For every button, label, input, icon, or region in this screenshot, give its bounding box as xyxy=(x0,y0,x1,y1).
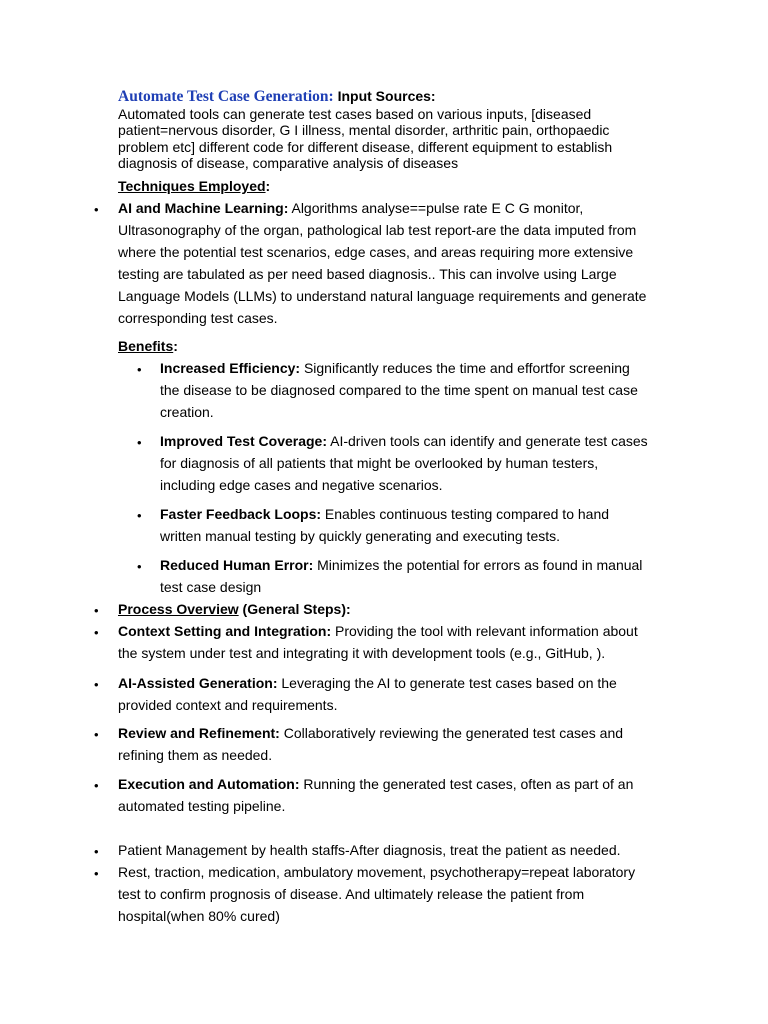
techniques-heading xyxy=(118,178,270,194)
item-text: Patient Management by health staffs-After diagnosis, treat the patient as needed. xyxy=(118,842,621,858)
list-item-process xyxy=(118,672,648,716)
item-label: Faster Feedback Loops: xyxy=(160,506,322,522)
intro-section xyxy=(118,88,638,172)
benefits-heading xyxy=(118,338,178,354)
bullet-icon: • xyxy=(137,362,142,377)
bullet-icon: • xyxy=(94,778,99,793)
item-label: AI and Machine Learning: xyxy=(118,200,289,216)
doc-title: Automate Test Case Generation: xyxy=(118,88,334,105)
item-label: Context Setting and Integration: xyxy=(118,623,332,639)
item-text: Algorithms analyse==pulse rate E C G monitor, Ultrasonography of the organ, pathological lab test report-are the data imputed from where the potential test scenarios, edge cases, and areas requiring more extensive testing are tabulated as per need based diagnosis.. This can involve using Large Language Models (LLMs) to understand natural language requirements and generate corresponding test cases. xyxy=(118,200,647,326)
item-label: Reduced Human Error: xyxy=(160,557,314,573)
bullet-icon: • xyxy=(94,727,99,742)
process-heading-rest: (General Steps): xyxy=(238,601,351,617)
list-item-benefit xyxy=(160,554,650,598)
input-sources-heading: Input Sources: xyxy=(337,88,436,104)
bullet-icon: • xyxy=(94,677,99,692)
list-item-benefit xyxy=(160,503,650,547)
bullet-icon: • xyxy=(94,603,99,618)
item-text: Providing the tool with relevant information about the system under test and integrating it with development tools (e.g., GitHub, ). xyxy=(118,623,638,661)
bullet-icon: • xyxy=(137,435,142,450)
item-text: AI-driven tools can identify and generate test cases for diagnosis of all patients that might be overlooked by human testers, including edge cases and negative scenarios. xyxy=(160,433,648,493)
process-heading-underlined: Process Overview xyxy=(118,601,239,617)
item-label: Review and Refinement: xyxy=(118,725,280,741)
item-text: Leveraging the AI to generate test cases based on the provided context and requirements. xyxy=(118,675,617,713)
techniques-heading-colon: : xyxy=(265,178,271,194)
bullet-icon: • xyxy=(94,866,99,881)
list-item-patient xyxy=(118,861,648,927)
list-item-process xyxy=(118,773,648,817)
list-item-ai-ml xyxy=(118,197,648,329)
item-label: Execution and Automation: xyxy=(118,776,300,792)
item-text: Running the generated test cases, often as part of an automated testing pipeline. xyxy=(118,776,634,814)
intro-paragraph: Automated tools can generate test cases based on various inputs, [diseased patient=nervous disorder, G I illness, mental disorder, arthritic pain, orthopaedic problem etc] different code for different disease, different equipment to establish diagnosis of disease, comparative analysis of diseases xyxy=(118,105,613,171)
item-text: Collaboratively reviewing the generated test cases and refining them as needed. xyxy=(118,725,624,763)
item-text: Rest, traction, medication, ambulatory movement, psychotherapy=repeat laboratory test to confirm prognosis of disease. And ultimately release the patient from hospital(when 80% cured) xyxy=(118,864,636,924)
bullet-icon: • xyxy=(137,508,142,523)
item-text: Significantly reduces the time and effortfor screening the disease to be diagnosed compared to the time spent on manual test case creation. xyxy=(160,360,638,420)
techniques-heading-text: Techniques Employed xyxy=(118,178,266,194)
bullet-icon: • xyxy=(137,559,142,574)
item-text: Minimizes the potential for errors as found in manual test case design xyxy=(160,557,643,595)
benefits-heading-text: Benefits xyxy=(118,338,174,354)
bullet-icon: • xyxy=(94,844,99,859)
list-item-patient xyxy=(118,839,648,861)
bullet-icon: • xyxy=(94,625,99,640)
list-item-process xyxy=(118,620,648,664)
item-label: Improved Test Coverage: xyxy=(160,433,328,449)
item-text: Enables continuous testing compared to hand written manual testing by quickly generating and executing tests. xyxy=(160,506,610,544)
benefits-heading-colon: : xyxy=(173,338,178,354)
list-item-benefit xyxy=(160,430,650,496)
list-item-process xyxy=(118,722,648,766)
item-label: Increased Efficiency: xyxy=(160,360,301,376)
item-label: AI-Assisted Generation: xyxy=(118,675,278,691)
list-item-benefit xyxy=(160,357,650,423)
bullet-icon: • xyxy=(94,202,99,217)
process-overview-heading xyxy=(118,598,648,620)
